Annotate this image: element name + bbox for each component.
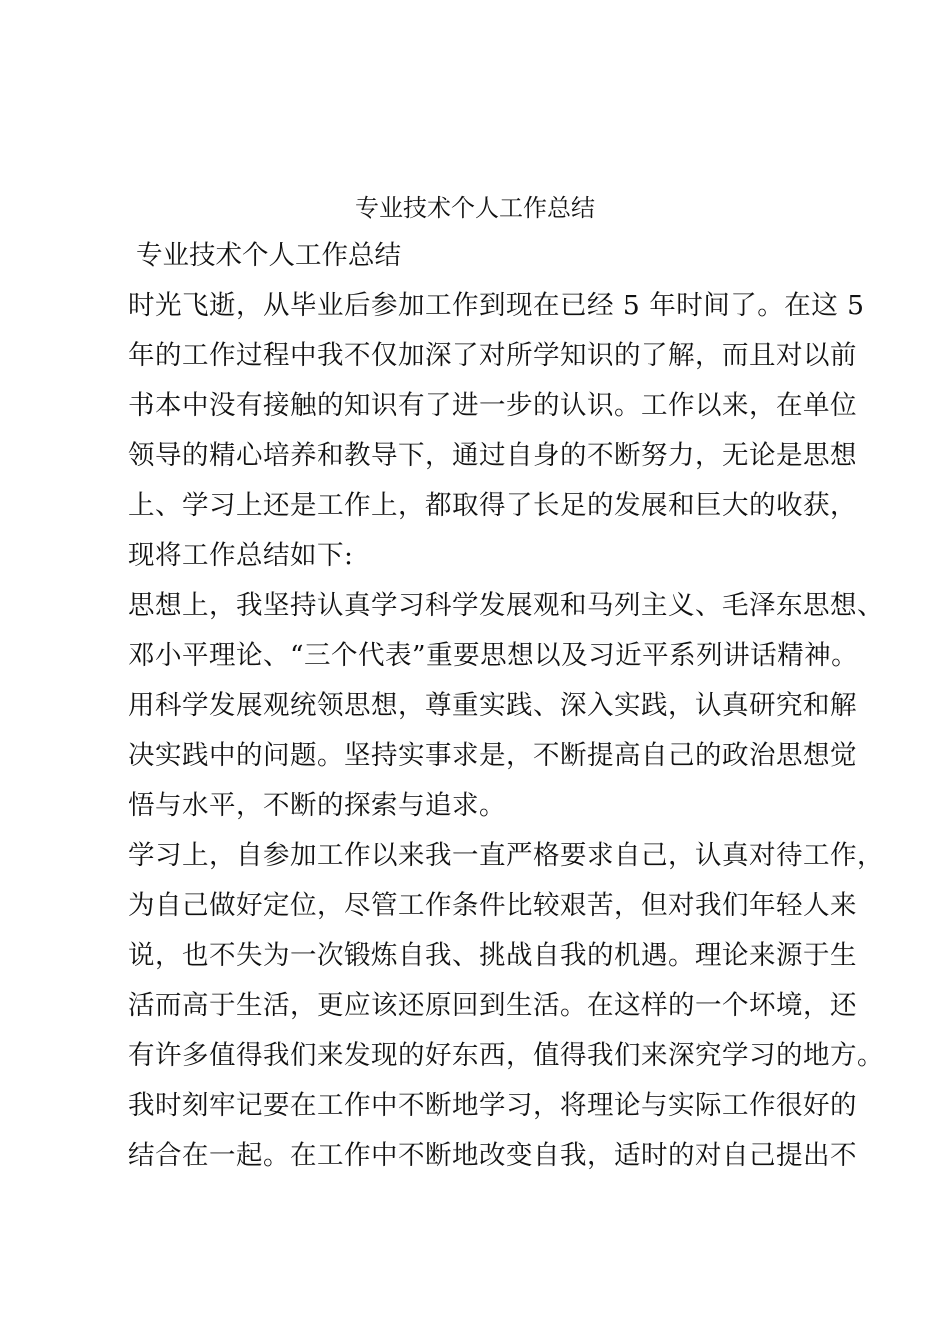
paragraph-line: 时光飞逝，从毕业后参加工作到现在已经 5 年时间了。在这 5	[128, 290, 865, 321]
paragraph-line: 说，也不失为一次锻炼自我、挑战自我的机遇。理论来源于生	[128, 940, 857, 971]
paragraph-line: 思想上，我坚持认真学习科学发展观和马列主义、毛泽东思想、	[128, 590, 884, 621]
paragraph-line: 有许多值得我们来发现的好东西，值得我们来深究学习的地方。	[128, 1040, 884, 1071]
paragraph-line: 活而高于生活，更应该还原回到生活。在这样的一个坏境，还	[128, 990, 857, 1021]
document-subtitle: 专业技术个人工作总结	[136, 240, 401, 271]
paragraph-line: 结合在一起。在工作中不断地改变自我，适时的对自己提出不	[128, 1140, 857, 1171]
paragraph-line: 用科学发展观统领思想，尊重实践、深入实践，认真研究和解	[128, 690, 857, 721]
paragraph-line: 学习上，自参加工作以来我一直严格要求自己，认真对待工作，	[128, 840, 884, 871]
paragraph-line: 为自己做好定位，尽管工作条件比较艰苦，但对我们年轻人来	[128, 890, 857, 921]
paragraph-line: 决实践中的问题。坚持实事求是，不断提高自己的政治思想觉	[128, 740, 857, 771]
paragraph-line: 现将工作总结如下:	[128, 540, 354, 571]
paragraph-line: 上、学习上还是工作上，都取得了长足的发展和巨大的收获，	[128, 490, 857, 521]
paragraph-line: 年的工作过程中我不仅加深了对所学知识的了解，而且对以前	[128, 340, 857, 371]
paragraph-line: 悟与水平，不断的探索与追求。	[128, 790, 506, 821]
paragraph-line: 邓小平理论、“三个代表”重要思想以及习近平系列讲话精神。	[128, 640, 859, 671]
document-title: 专业技术个人工作总结	[355, 194, 595, 222]
paragraph-line: 领导的精心培养和教导下，通过自身的不断努力，无论是思想	[128, 440, 857, 471]
paragraph-line: 我时刻牢记要在工作中不断地学习，将理论与实际工作很好的	[128, 1090, 857, 1121]
paragraph-line: 书本中没有接触的知识有了进一步的认识。工作以来，在单位	[128, 390, 857, 421]
